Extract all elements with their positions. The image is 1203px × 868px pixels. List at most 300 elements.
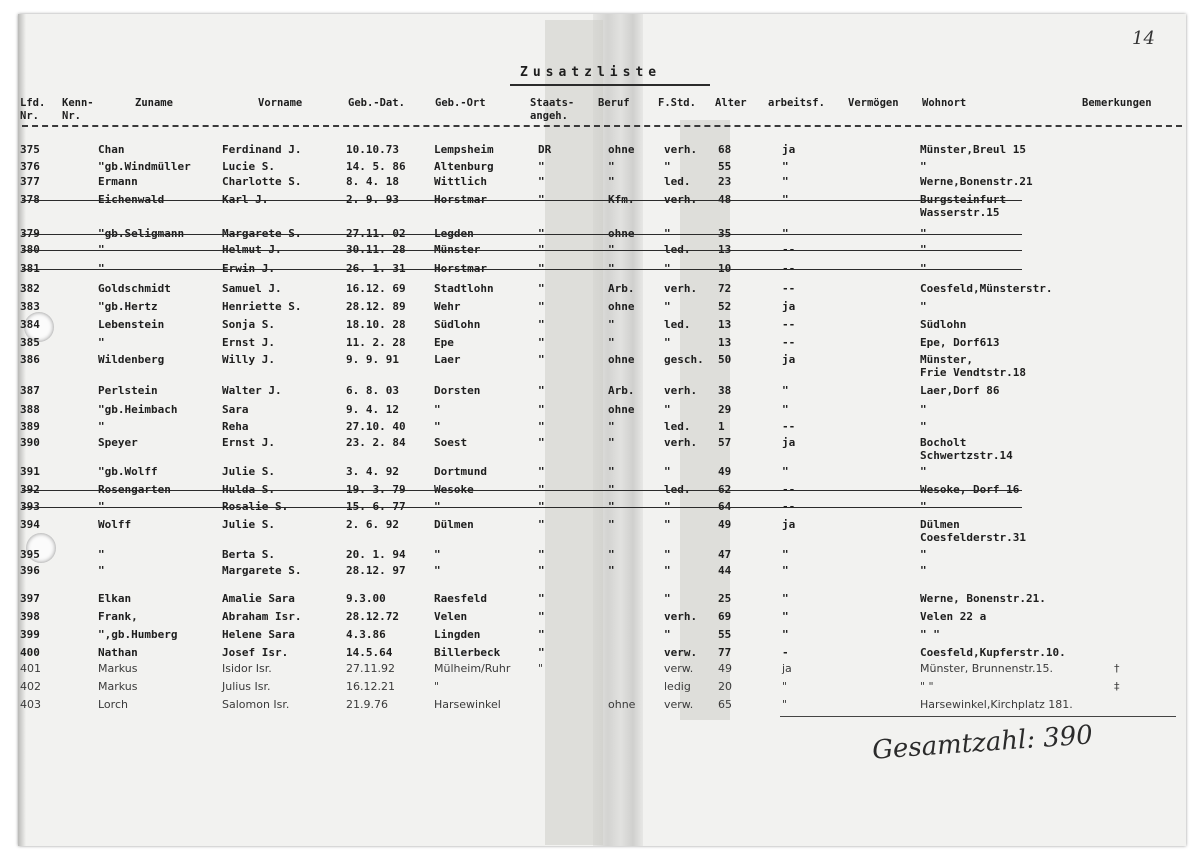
row-fstd: "	[664, 227, 671, 240]
row-zuname: Wolff	[98, 518, 132, 531]
row-geb-ort: Lempsheim	[434, 143, 494, 156]
row-alter: 13	[718, 336, 732, 349]
row-vorname: Salomon Isr.	[222, 698, 290, 711]
row-alter: 10	[718, 262, 732, 275]
row-arbeitsf: "	[782, 628, 789, 641]
row-lfd-nr: 391	[20, 465, 40, 478]
row-lfd-nr: 390	[20, 436, 40, 449]
row-geb-dat: 26. 1. 31	[346, 262, 406, 275]
row-alter: 69	[718, 610, 732, 623]
row-geb-dat: 9. 4. 12	[346, 403, 399, 416]
row-geb-ort: Raesfeld	[434, 592, 487, 605]
row-geb-dat: 28.12.72	[346, 610, 399, 623]
row-lfd-nr: 396	[20, 564, 40, 577]
row-fstd: "	[664, 465, 671, 478]
row-arbeitsf: ja	[782, 353, 796, 366]
row-alter: 44	[718, 564, 732, 577]
row-arbeitsf: --	[782, 420, 796, 433]
row-fstd: verh.	[664, 143, 698, 156]
row-wohnort: Südlohn	[920, 318, 967, 331]
row-geb-ort: "	[434, 564, 441, 577]
row-staatsang: "	[538, 483, 545, 496]
row-alter: 49	[718, 662, 732, 675]
row-zuname: "gb.Wolff	[98, 465, 158, 478]
header-geb-ort: Geb.-Ort	[435, 97, 486, 109]
row-fstd: verw.	[664, 646, 698, 659]
row-fstd: verh.	[664, 193, 698, 206]
row-geb-ort: Wehr	[434, 300, 461, 313]
row-vorname: Sonja S.	[222, 318, 275, 331]
row-alter: 23	[718, 175, 732, 188]
row-alter: 64	[718, 500, 732, 513]
row-wohnort: Werne, Bonenstr.21.	[920, 592, 1046, 605]
row-fstd: verh.	[664, 610, 698, 623]
row-staatsang: DR	[538, 143, 552, 156]
row-fstd: verh.	[664, 282, 698, 295]
row-geb-ort: Dortmund	[434, 465, 487, 478]
row-vorname: Charlotte S.	[222, 175, 302, 188]
row-zuname: Rosengarten	[98, 483, 171, 496]
row-vorname: Hulda S.	[222, 483, 275, 496]
row-zuname: Wildenberg	[98, 353, 165, 366]
row-zuname: Lebenstein	[98, 318, 165, 331]
row-lfd-nr: 395	[20, 548, 40, 561]
row-arbeitsf: --	[782, 500, 796, 513]
row-fstd: "	[664, 592, 671, 605]
row-vorname: Henriette S.	[222, 300, 302, 313]
row-arbeitsf: "	[782, 548, 789, 561]
row-lfd-nr: 376	[20, 160, 40, 173]
row-staatsang: "	[538, 465, 545, 478]
row-zuname: "	[98, 564, 105, 577]
row-arbeitsf: "	[782, 698, 788, 711]
row-zuname: "gb.Windmüller	[98, 160, 191, 173]
row-zuname: Markus	[98, 662, 138, 675]
row-wohnort: "	[920, 403, 927, 416]
header-geb-dat: Geb.-Dat.	[348, 97, 405, 109]
row-arbeitsf: ja	[782, 518, 796, 531]
row-arbeitsf: "	[782, 227, 789, 240]
row-geb-ort: "	[434, 500, 441, 513]
row-lfd-nr: 388	[20, 403, 40, 416]
row-beruf: "	[608, 243, 615, 256]
row-wohnort: Münster, Brunnenstr.15.	[920, 662, 1054, 675]
row-arbeitsf: "	[782, 160, 789, 173]
row-vorname: Ernst J.	[222, 436, 275, 449]
row-alter: 35	[718, 227, 732, 240]
header-vermoegen: Vermögen	[848, 97, 899, 109]
row-zuname: Nathan	[98, 646, 138, 659]
row-arbeitsf: "	[782, 592, 789, 605]
row-beruf: "	[608, 175, 615, 188]
row-arbeitsf: "	[782, 193, 789, 206]
row-geb-dat: 14. 5. 86	[346, 160, 406, 173]
row-alter: 38	[718, 384, 732, 397]
header-wohnort: Wohnort	[922, 97, 967, 109]
row-vorname: Rosalie S.	[222, 500, 289, 513]
row-fstd: led.	[664, 318, 691, 331]
row-vorname: Karl J.	[222, 193, 269, 206]
row-wohnort: Bocholt	[920, 436, 967, 449]
row-staatsang: "	[538, 592, 545, 605]
row-vorname: Isidor Isr.	[222, 662, 272, 675]
row-alter: 52	[718, 300, 732, 313]
document-title: Zusatzliste	[520, 65, 662, 80]
row-vorname: Helmut J.	[222, 243, 282, 256]
row-geb-ort: Horstmar	[434, 193, 487, 206]
row-wohnort: "	[920, 300, 927, 313]
row-arbeitsf: "	[782, 175, 789, 188]
row-vorname: Margarete S.	[222, 564, 302, 577]
row-alter: 13	[718, 243, 732, 256]
row-beruf: Arb.	[608, 282, 635, 295]
row-geb-ort: Harsewinkel	[434, 698, 501, 711]
row-wohnort: "	[920, 500, 927, 513]
row-vorname: Berta S.	[222, 548, 275, 561]
row-geb-dat: 6. 8. 03	[346, 384, 399, 397]
row-wohnort: Münster,	[920, 353, 973, 366]
row-vorname: Ernst J.	[222, 336, 275, 349]
row-lfd-nr: 386	[20, 353, 40, 366]
row-alter: 55	[718, 628, 732, 641]
row-staatsang: "	[538, 353, 545, 366]
row-zuname: Elkan	[98, 592, 132, 605]
row-arbeitsf: -	[782, 646, 789, 659]
row-staatsang: "	[538, 175, 545, 188]
row-bemerkung: ‡	[1114, 680, 1120, 693]
row-geb-dat: 10.10.73	[346, 143, 399, 156]
row-wohnort: Coesfeld,Kupferstr.10.	[920, 646, 1066, 659]
row-wohnort-line2: Frie Vendtstr.18	[920, 366, 1026, 379]
row-geb-ort: "	[434, 403, 441, 416]
row-fstd: verh.	[664, 436, 698, 449]
row-lfd-nr: 385	[20, 336, 40, 349]
row-staatsang: "	[538, 300, 545, 313]
row-staatsang: "	[538, 564, 545, 577]
row-geb-dat: 9.3.00	[346, 592, 386, 605]
row-lfd-nr: 383	[20, 300, 40, 313]
row-zuname: Eichenwald	[98, 193, 165, 206]
row-alter: 49	[718, 518, 732, 531]
row-wohnort: Dülmen	[920, 518, 960, 531]
row-beruf: ohne	[608, 353, 635, 366]
row-zuname: "gb.Seligmann	[98, 227, 185, 240]
row-fstd: "	[664, 518, 671, 531]
row-vorname: Julius Isr.	[222, 680, 271, 693]
row-alter: 77	[718, 646, 732, 659]
row-wohnort: Harsewinkel,Kirchplatz 181.	[920, 698, 1073, 711]
row-beruf: "	[608, 336, 615, 349]
row-geb-dat: 3. 4. 92	[346, 465, 399, 478]
row-zuname: "gb.Heimbach	[98, 403, 178, 416]
row-strikethrough	[22, 507, 1022, 508]
row-staatsang: "	[538, 610, 545, 623]
row-staatsang: "	[538, 193, 545, 206]
row-geb-dat: 2. 6. 92	[346, 518, 399, 531]
row-vorname: Willy J.	[222, 353, 275, 366]
row-beruf: "	[608, 262, 615, 275]
row-strikethrough	[22, 250, 1022, 251]
row-geb-ort: "	[434, 680, 440, 693]
row-staatsang: "	[538, 518, 545, 531]
row-alter: 55	[718, 160, 732, 173]
row-lfd-nr: 393	[20, 500, 40, 513]
row-alter: 1	[718, 420, 725, 433]
row-vorname: Erwin J.	[222, 262, 275, 275]
row-geb-ort: Laer	[434, 353, 461, 366]
row-fstd: verw.	[664, 698, 694, 711]
row-wohnort: "	[920, 420, 927, 433]
row-lfd-nr: 380	[20, 243, 40, 256]
row-arbeitsf: "	[782, 465, 789, 478]
row-geb-dat: 15. 6. 77	[346, 500, 406, 513]
row-alter: 48	[718, 193, 732, 206]
row-zuname: "	[98, 548, 105, 561]
row-geb-dat: 20. 1. 94	[346, 548, 406, 561]
row-vorname: Julie S.	[222, 518, 275, 531]
row-wohnort: "	[920, 262, 927, 275]
row-geb-dat: 28.12. 97	[346, 564, 406, 577]
row-vorname: Margarete S.	[222, 227, 302, 240]
row-lfd-nr: 394	[20, 518, 40, 531]
row-alter: 50	[718, 353, 732, 366]
row-arbeitsf: ja	[782, 300, 796, 313]
row-zuname: "	[98, 243, 105, 256]
row-fstd: led.	[664, 420, 691, 433]
row-lfd-nr: 392	[20, 483, 40, 496]
row-geb-ort: Lingden	[434, 628, 481, 641]
header-fstd: F.Std.	[658, 97, 696, 109]
row-zuname: Markus	[98, 680, 138, 693]
row-strikethrough	[22, 490, 1022, 491]
row-geb-dat: 28.12. 89	[346, 300, 406, 313]
row-alter: 47	[718, 548, 732, 561]
row-beruf: "	[608, 548, 615, 561]
row-wohnort: Werne,Bonenstr.21	[920, 175, 1033, 188]
row-lfd-nr: 403	[20, 698, 41, 711]
row-zuname: Chan	[98, 143, 125, 156]
row-lfd-nr: 399	[20, 628, 40, 641]
row-staatsang: "	[538, 262, 545, 275]
row-arbeitsf: --	[782, 318, 796, 331]
row-wohnort: "	[920, 243, 927, 256]
row-geb-dat: 27.11.92	[346, 662, 395, 675]
row-arbeitsf: --	[782, 243, 796, 256]
row-wohnort: "	[920, 548, 927, 561]
row-fstd: "	[664, 548, 671, 561]
row-staatsang: "	[538, 420, 545, 433]
row-alter: 65	[718, 698, 732, 711]
row-geb-dat: 27.11. 02	[346, 227, 406, 240]
row-arbeitsf: --	[782, 282, 796, 295]
row-beruf: Arb.	[608, 384, 635, 397]
row-wohnort: "	[920, 227, 927, 240]
header-bemerkungen: Bemerkungen	[1082, 97, 1152, 109]
row-zuname: Goldschmidt	[98, 282, 171, 295]
row-vorname: Sara	[222, 403, 249, 416]
row-staatsang: "	[538, 500, 545, 513]
row-lfd-nr: 387	[20, 384, 40, 397]
row-alter: 49	[718, 465, 732, 478]
row-geb-ort: Dülmen	[434, 518, 474, 531]
row-lfd-nr: 384	[20, 318, 40, 331]
row-wohnort: " "	[920, 628, 940, 641]
row-alter: 68	[718, 143, 732, 156]
row-beruf: Kfm.	[608, 193, 635, 206]
row-zuname: Speyer	[98, 436, 138, 449]
row-fstd: "	[664, 262, 671, 275]
row-lfd-nr: 402	[20, 680, 41, 693]
row-geb-ort: Soest	[434, 436, 468, 449]
row-geb-ort: Mülheim/Ruhr	[434, 662, 511, 675]
row-staatsang: "	[538, 403, 545, 416]
row-beruf: "	[608, 318, 615, 331]
row-geb-ort: Wittlich	[434, 175, 487, 188]
row-lfd-nr: 397	[20, 592, 40, 605]
row-zuname: Lorch	[98, 698, 128, 711]
row-lfd-nr: 400	[20, 646, 40, 659]
row-staatsang: "	[538, 646, 545, 659]
row-fstd: "	[664, 336, 671, 349]
header-staatsang: Staats- angeh.	[530, 97, 575, 122]
row-beruf: "	[608, 420, 615, 433]
row-strikethrough	[22, 269, 1022, 270]
row-alter: 20	[718, 680, 732, 693]
row-zuname: ",gb.Humberg	[98, 628, 178, 641]
row-zuname: "	[98, 262, 105, 275]
row-vorname: Josef Isr.	[222, 646, 289, 659]
row-wohnort: Coesfeld,Münsterstr.	[920, 282, 1053, 295]
row-zuname: Ermann	[98, 175, 138, 188]
row-arbeitsf: ja	[782, 436, 796, 449]
row-geb-dat: 8. 4. 18	[346, 175, 399, 188]
row-lfd-nr: 378	[20, 193, 40, 206]
row-wohnort: Laer,Dorf 86	[920, 384, 1000, 397]
row-wohnort: " "	[920, 680, 934, 693]
row-arbeitsf: --	[782, 483, 796, 496]
header-arbeitsf: arbeitsf.	[768, 97, 825, 109]
row-geb-ort: Horstmar	[434, 262, 487, 275]
row-beruf: ohne	[608, 300, 635, 313]
row-geb-dat: 2. 9. 93	[346, 193, 399, 206]
row-alter: 25	[718, 592, 732, 605]
row-geb-dat: 16.12. 69	[346, 282, 406, 295]
row-geb-ort: Wesoke	[434, 483, 474, 496]
row-beruf: "	[608, 564, 615, 577]
row-vorname: Julie S.	[222, 465, 275, 478]
tape-strip	[545, 20, 603, 845]
row-wohnort: Burgsteinfurt	[920, 193, 1007, 206]
row-arbeitsf: ja	[782, 662, 792, 675]
row-wohnort: Münster,Breul 15	[920, 143, 1026, 156]
row-geb-dat: 4.3.86	[346, 628, 386, 641]
row-wohnort-line2: Schwertzstr.14	[920, 449, 1013, 462]
row-lfd-nr: 382	[20, 282, 40, 295]
row-fstd: led.	[664, 175, 691, 188]
row-lfd-nr: 401	[20, 662, 41, 675]
row-staatsang: "	[538, 160, 545, 173]
row-alter: 13	[718, 318, 732, 331]
row-fstd: verh.	[664, 384, 698, 397]
row-beruf: "	[608, 436, 615, 449]
row-geb-dat: 23. 2. 84	[346, 436, 406, 449]
row-zuname: "	[98, 336, 105, 349]
row-geb-ort: "	[434, 548, 441, 561]
row-beruf: "	[608, 500, 615, 513]
row-beruf: ohne	[608, 403, 635, 416]
row-wohnort-line2: Wasserstr.15	[920, 206, 1000, 219]
row-beruf: "	[608, 465, 615, 478]
row-strikethrough	[22, 200, 1022, 201]
row-geb-ort: Billerbeck	[434, 646, 501, 659]
row-arbeitsf: "	[782, 384, 789, 397]
header-lfd-nr: Lfd. Nr.	[20, 97, 46, 122]
total-underline	[780, 716, 1176, 717]
row-wohnort: "	[920, 465, 927, 478]
row-beruf: "	[608, 483, 615, 496]
row-zuname: Frank,	[98, 610, 138, 623]
row-geb-ort: Legden	[434, 227, 474, 240]
row-staatsang: "	[538, 548, 545, 561]
row-lfd-nr: 398	[20, 610, 40, 623]
row-geb-dat: 21.9.76	[346, 698, 388, 711]
row-geb-ort: Epe	[434, 336, 454, 349]
row-vorname: Samuel J.	[222, 282, 282, 295]
row-arbeitsf: "	[782, 680, 788, 693]
row-staatsang: "	[538, 436, 545, 449]
row-arbeitsf: --	[782, 262, 796, 275]
header-alter: Alter	[715, 97, 747, 109]
row-geb-ort: Münster	[434, 243, 481, 256]
row-alter: 57	[718, 436, 732, 449]
row-lfd-nr: 377	[20, 175, 40, 188]
row-beruf: "	[608, 518, 615, 531]
handwritten-total: Gesamtzahl: 390	[871, 720, 1094, 766]
row-lfd-nr: 375	[20, 143, 40, 156]
row-geb-dat: 14.5.64	[346, 646, 393, 659]
row-arbeitsf: "	[782, 403, 789, 416]
row-arbeitsf: "	[782, 564, 789, 577]
row-staatsang: "	[538, 318, 545, 331]
row-beruf: ohne	[608, 698, 636, 711]
row-fstd: "	[664, 160, 671, 173]
row-fstd: "	[664, 500, 671, 513]
row-staatsang: "	[538, 227, 545, 240]
row-fstd: led.	[664, 483, 691, 496]
row-vorname: Walter J.	[222, 384, 282, 397]
title-underline	[510, 84, 710, 86]
row-staatsang: "	[538, 243, 545, 256]
row-lfd-nr: 379	[20, 227, 40, 240]
row-wohnort: "	[920, 160, 927, 173]
row-geb-dat: 18.10. 28	[346, 318, 406, 331]
row-vorname: Helene Sara	[222, 628, 295, 641]
row-arbeitsf: ja	[782, 143, 796, 156]
row-lfd-nr: 381	[20, 262, 40, 275]
row-staatsang: "	[538, 628, 545, 641]
row-zuname: "gb.Hertz	[98, 300, 158, 313]
row-staatsang: "	[538, 282, 545, 295]
row-wohnort: Epe, Dorf613	[920, 336, 1000, 349]
row-zuname: "	[98, 420, 105, 433]
row-staatsang: "	[538, 336, 545, 349]
row-wohnort-line2: Coesfelderstr.31	[920, 531, 1026, 544]
row-geb-ort: Dorsten	[434, 384, 481, 397]
row-wohnort: Velen 22 a	[920, 610, 987, 623]
row-beruf: "	[608, 160, 615, 173]
row-arbeitsf: "	[782, 610, 789, 623]
row-staatsang: "	[538, 384, 545, 397]
